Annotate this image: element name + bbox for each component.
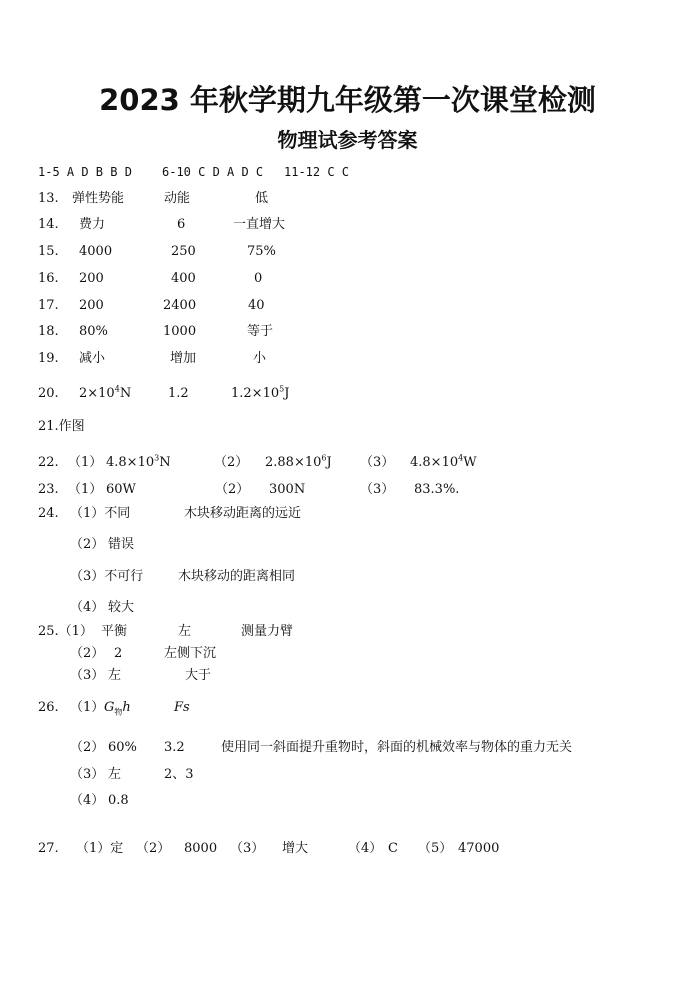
symbol-h: h bbox=[122, 700, 131, 715]
exponent: 4 bbox=[114, 384, 120, 394]
answer-11-12: 11-12 C C bbox=[284, 165, 350, 179]
value: 1.2×10 bbox=[231, 386, 280, 401]
answer-24-1b: 木块移动距离的远近 bbox=[184, 506, 302, 521]
answer-22-1 bbox=[106, 455, 171, 471]
answer-26-2b: 3.2 bbox=[164, 740, 185, 755]
answer-25-1b: 左 bbox=[178, 624, 192, 639]
exponent: 5 bbox=[279, 384, 285, 394]
question-number: 13. bbox=[38, 191, 59, 206]
answer-27-4: C bbox=[388, 841, 398, 856]
answer-26-2c: 使用同一斜面提升重物时，斜面的机械效率与物体的重力无关 bbox=[221, 740, 573, 755]
part-label: （1） bbox=[70, 700, 105, 715]
answer-20-2: 1.2 bbox=[168, 386, 189, 401]
answer-26-1b: Fs bbox=[174, 700, 190, 715]
answer-25-3b: 大于 bbox=[185, 668, 212, 683]
answer-14-2: 6 bbox=[177, 217, 186, 232]
answer-24-3a: （3）不可行 bbox=[70, 569, 144, 584]
answer-19-3: 小 bbox=[253, 351, 267, 366]
part-label: （3） bbox=[70, 668, 105, 683]
question-number: 27. bbox=[38, 841, 59, 856]
exponent: 6 bbox=[321, 453, 327, 463]
answer-25-2b: 左侧下沉 bbox=[164, 646, 217, 661]
part-label: （2） bbox=[215, 482, 250, 497]
question-number: 25.（1） bbox=[38, 624, 93, 639]
value: 2×10 bbox=[79, 386, 115, 401]
part-label: （4） bbox=[70, 793, 105, 808]
answer-19-1: 减小 bbox=[79, 351, 106, 366]
answer-26-3b: 2、3 bbox=[164, 767, 194, 782]
answer-24-1a: （1）不同 bbox=[70, 506, 131, 521]
question-number: 24. bbox=[38, 506, 59, 521]
answer-17-2: 2400 bbox=[163, 298, 197, 313]
unit: N bbox=[119, 386, 132, 401]
answer-22-2 bbox=[265, 455, 332, 471]
answer-1-5: 1-5 A D B B D bbox=[38, 165, 132, 179]
unit: N bbox=[159, 455, 171, 470]
answer-14-3: 一直增大 bbox=[233, 217, 286, 232]
unit: W bbox=[463, 455, 477, 470]
part-label: （2） bbox=[70, 537, 105, 552]
answer-13-3: 低 bbox=[255, 191, 269, 206]
part-label: （3） bbox=[360, 482, 395, 497]
part-label: （1） bbox=[68, 455, 103, 470]
answer-27-3: 增大 bbox=[282, 841, 309, 856]
question-number: 14. bbox=[38, 217, 59, 232]
answer-13-2: 动能 bbox=[164, 191, 191, 206]
subscript: 物 bbox=[114, 707, 123, 717]
answer-18-3: 等于 bbox=[247, 324, 274, 339]
answer-25-1a: 平衡 bbox=[101, 624, 128, 639]
answer-16-1: 200 bbox=[79, 271, 104, 286]
part-label: （4） bbox=[348, 841, 383, 856]
answer-14-1: 费力 bbox=[79, 217, 106, 232]
part-label: （5） bbox=[418, 841, 453, 856]
answer-25-1c: 测量力臂 bbox=[241, 624, 294, 639]
question-number: 22. bbox=[38, 455, 59, 470]
answer-20-1 bbox=[79, 386, 131, 402]
answer-6-10: 6-10 C D A D C bbox=[162, 165, 264, 179]
exponent: 4 bbox=[458, 453, 464, 463]
answer-25-3a: 左 bbox=[108, 668, 122, 683]
part-label: （3） bbox=[230, 841, 265, 856]
answer-21: 21.作图 bbox=[38, 419, 85, 434]
question-number: 18. bbox=[38, 324, 59, 339]
answer-18-2: 1000 bbox=[163, 324, 197, 339]
answer-26-2a: 60% bbox=[108, 740, 137, 755]
answer-17-1: 200 bbox=[79, 298, 104, 313]
value: 2.88×10 bbox=[265, 455, 322, 470]
question-number: 16. bbox=[38, 271, 59, 286]
answer-26-1a bbox=[104, 700, 131, 716]
part-label: （2） bbox=[70, 646, 105, 661]
value: 4.8×10 bbox=[410, 455, 459, 470]
part-label: （3） bbox=[70, 767, 105, 782]
question-number: 23. bbox=[38, 482, 59, 497]
part-label: （2） bbox=[136, 841, 171, 856]
question-number: 17. bbox=[38, 298, 59, 313]
answer-17-3: 40 bbox=[248, 298, 265, 313]
answer-20-3 bbox=[231, 386, 289, 402]
exponent: 3 bbox=[154, 453, 160, 463]
answer-27-5: 47000 bbox=[458, 841, 500, 856]
symbol-g: G bbox=[104, 700, 115, 715]
question-number: 26. bbox=[38, 700, 59, 715]
answer-23-2: 300N bbox=[269, 482, 306, 497]
answer-26-3a: 左 bbox=[108, 767, 122, 782]
answer-27-2: 8000 bbox=[184, 841, 218, 856]
answer-25-2a: 2 bbox=[114, 646, 123, 661]
answer-16-3: 0 bbox=[254, 271, 263, 286]
question-number: 19. bbox=[38, 351, 59, 366]
answer-15-3: 75% bbox=[247, 244, 276, 259]
answer-19-2: 增加 bbox=[170, 351, 197, 366]
answer-15-1: 4000 bbox=[79, 244, 113, 259]
part-label: （1） bbox=[68, 482, 103, 497]
part-label: （2） bbox=[70, 740, 105, 755]
value: 4.8×10 bbox=[106, 455, 155, 470]
answer-23-1: 60W bbox=[106, 482, 136, 497]
question-number: 20. bbox=[38, 386, 59, 401]
part-label: （2） bbox=[214, 455, 249, 470]
answer-27-1: （1）定 bbox=[76, 841, 124, 856]
answer-26-4: 0.8 bbox=[108, 793, 129, 808]
answer-16-2: 400 bbox=[171, 271, 196, 286]
answer-24-4: 较大 bbox=[108, 600, 135, 615]
answer-13-1: 弹性势能 bbox=[72, 191, 125, 206]
answer-15-2: 250 bbox=[171, 244, 196, 259]
page-subtitle: 物理试参考答案 bbox=[277, 128, 418, 152]
answer-18-1: 80% bbox=[79, 324, 108, 339]
page-title: 2023 年秋学期九年级第一次课堂检测 bbox=[99, 83, 596, 117]
part-label: （4） bbox=[70, 600, 105, 615]
part-label: （3） bbox=[360, 455, 395, 470]
question-number: 15. bbox=[38, 244, 59, 259]
answer-24-3b: 木块移动的距离相同 bbox=[178, 569, 296, 584]
answer-23-3: 83.3%. bbox=[414, 482, 460, 497]
answer-24-2: 错误 bbox=[108, 537, 135, 552]
answer-22-3 bbox=[410, 455, 477, 471]
unit: J bbox=[284, 386, 290, 401]
unit: J bbox=[326, 455, 332, 470]
